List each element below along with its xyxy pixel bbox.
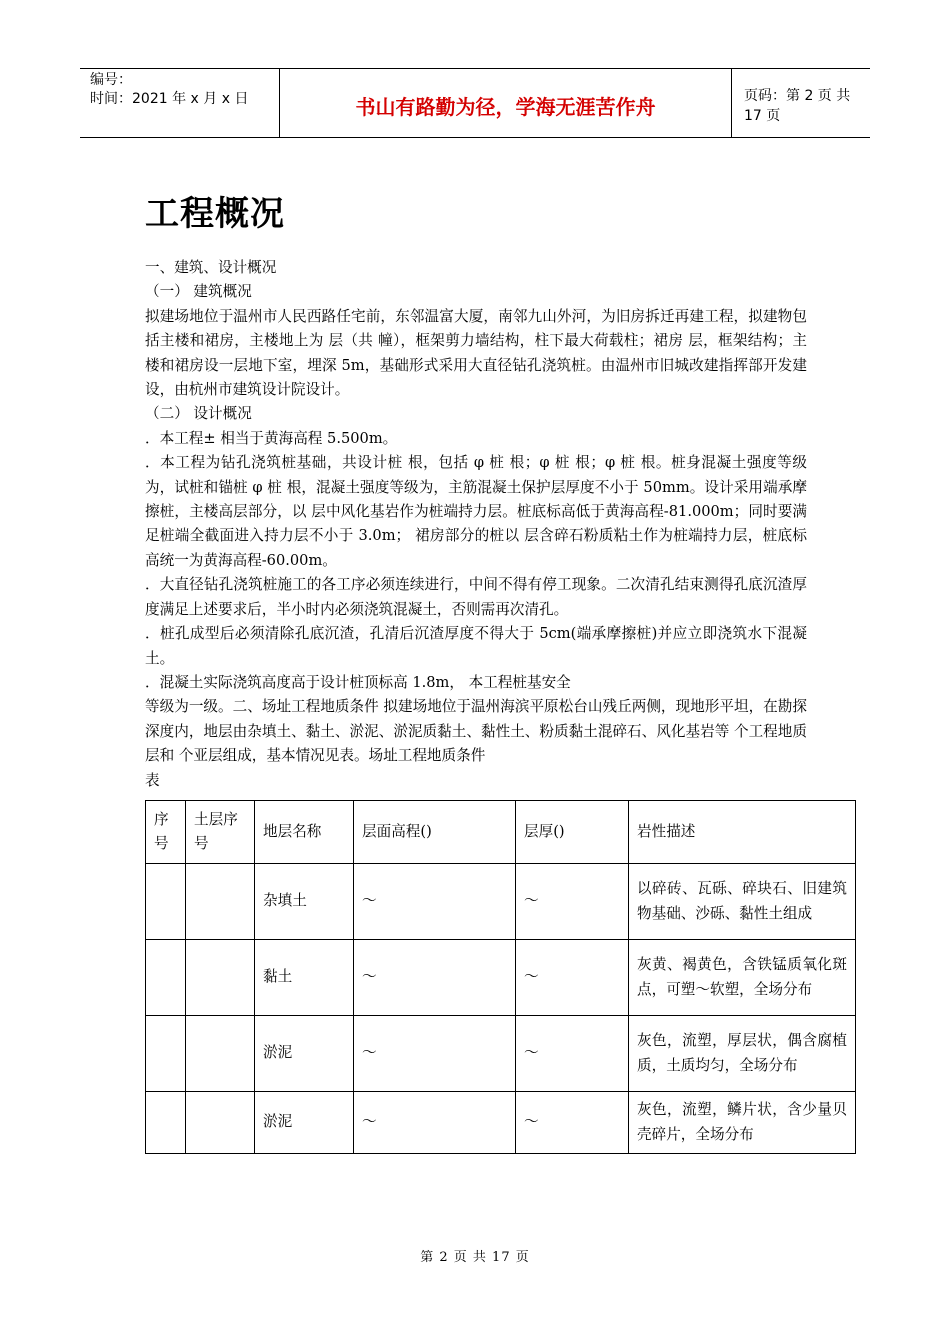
cell-thickness: ～ [516,864,629,940]
paragraph: 拟建场地位于温州市人民西路任宅前，东邻温富大厦，南邻九山外河，为旧房拆迁再建工程，拟建物包括主楼和裙房，主楼地上为 层（共 幢），框架剪力墙结构，柱下最大荷载柱；裙房 层，框架结构；主楼和裙房设一层地下室，埋深 5m，基础形式采用大直径钻孔浇筑桩。由温州市旧城改建指挥部开发建设，由杭州市建筑设计院设计。 [145,307,807,399]
cell-description: 灰色，流塑，厚层状，偶含腐植质，土质均匀，全场分布 [629,1016,856,1092]
cell-description: 灰色，流塑，鳞片状，含少量贝壳碎片，全场分布 [629,1092,856,1154]
cell-name: 淤泥 [255,1016,354,1092]
cell-description: 灰黄、褐黄色，含铁锰质氧化斑点，可塑～软塑，全场分布 [629,940,856,1016]
page-footer: 第 2 页 共 17 页 [420,1250,530,1265]
cell-elevation: ～ [354,940,516,1016]
cell-layer-no [186,1016,255,1092]
cell-no [146,1016,186,1092]
cell-name: 黏土 [255,940,354,1016]
paragraph: ．本工程为钻孔浇筑桩基础，共设计桩 根，包括 φ 桩 根；φ 桩 根；φ 桩 根。桩身混凝土强度等级为，试桩和锚桩 φ 桩 根，混凝土强度等级为，主筋混凝土保护层厚度不小于 50mm。设计采用端承摩擦桩，主楼高层部分，以 层中风化基岩作为桩端持力层。桩底标高低于黄海高程-81.000m；同时要满足桩端全截面进入持力层不小于 3.0m； 裙房部分的桩以 层含碎石粉质粘土作为桩端持力层，桩底标高统一为黄海高程-60.00m。 [145,454,807,569]
cell-layer-no [186,864,255,940]
cell-name: 淤泥 [255,1092,354,1154]
paragraph: ．桩孔成型后必须清除孔底沉渣，孔清后沉渣厚度不得大于 5cm(端承摩擦桩)并应立即浇筑水下混凝土。 [145,625,807,667]
header-cell-name: 地层名称 [255,801,354,864]
header-meta [80,69,280,137]
table-row [146,864,856,940]
table-row [146,1092,856,1154]
header-cell-no: 序号 [146,801,186,864]
document-body [145,256,807,793]
table-caption: 表 [145,771,160,789]
header-motto: 书山有路勤为径，学海无涯苦作舟 [280,69,732,137]
header-cell-layer-no: 土层序号 [186,801,255,864]
cell-thickness: ～ [516,1016,629,1092]
cell-thickness: ～ [516,1092,629,1154]
header-cell-thickness: 层厚() [516,801,629,864]
table-row [146,1016,856,1092]
document-title: 工程概况 [145,194,285,234]
cell-name: 杂填土 [255,864,354,940]
cell-layer-no [186,940,255,1016]
number-label: 编号： [90,72,132,88]
cell-no [146,864,186,940]
paragraph: ．本工程± 相当于黄海高程 5.500m。 [145,429,398,447]
header-page-info: 页码：第 2 页 共 17 页 [744,88,851,124]
table-header-row [146,801,856,864]
paragraph: ．大直径钻孔浇筑桩施工的各工序必须连续进行，中间不得有停工现象。二次清孔结束测得孔底沉渣厚度满足上述要求后，半小时内必须浇筑混凝土，否则需再次清孔。 [145,576,807,618]
cell-no [146,940,186,1016]
cell-elevation: ～ [354,1092,516,1154]
subsection-heading: （一） 建筑概况 [145,283,252,301]
cell-elevation: ～ [354,864,516,940]
paragraph: ．混凝土实际浇筑高度高于设计桩顶标高 1.8m， 本工程桩基安全 [145,673,571,691]
section-heading: 一、建筑、设计概况 [145,259,277,276]
cell-no [146,1092,186,1154]
cell-elevation: ～ [354,1016,516,1092]
time-label: 时间：2021 年 x 月 x 日 [90,91,249,107]
subsection-heading: （二） 设计概况 [145,405,252,423]
geology-table [145,800,856,1154]
paragraph: 等级为一级。二、场址工程地质条件 拟建场地位于温州海滨平原松台山残丘两侧，现地形平坦，在勘探深度内，地层由杂填土、黏土、淤泥、淤泥质黏土、黏性土、粉质黏土混碎石、风化基岩等 个工程地质层和 个亚层组成，基本情况见表。场址工程地质条件 [145,698,807,765]
page-header [80,68,870,138]
cell-description: 以碎砖、瓦砾、碎块石、旧建筑物基础、沙砾、黏性土组成 [629,864,856,940]
cell-layer-no [186,1092,255,1154]
header-cell-elevation: 层面高程() [354,801,516,864]
table-row [146,940,856,1016]
header-cell-description: 岩性描述 [629,801,856,864]
cell-thickness: ～ [516,940,629,1016]
